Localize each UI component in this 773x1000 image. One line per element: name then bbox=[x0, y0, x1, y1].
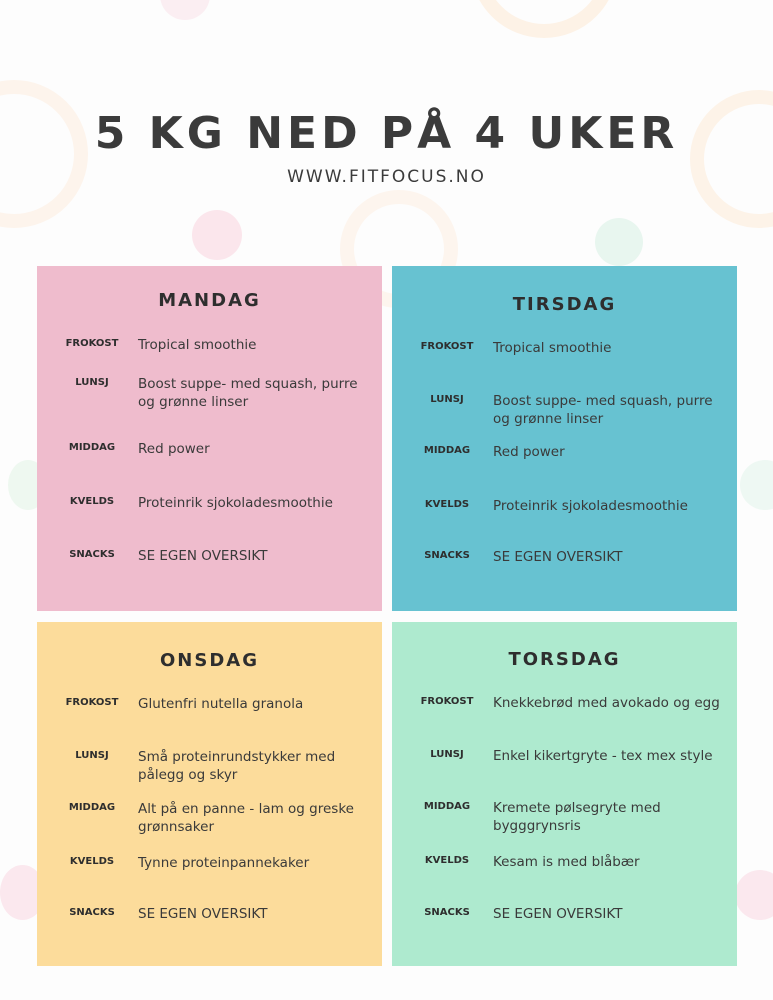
meal-value: SE EGEN OVERSIKT bbox=[138, 548, 268, 564]
day-card-onsdag bbox=[37, 622, 382, 966]
meal-label: LUNSJ bbox=[430, 394, 464, 405]
meal-label: SNACKS bbox=[69, 549, 115, 560]
meal-value: Kesam is med blåbær bbox=[493, 854, 640, 870]
meal-label: SNACKS bbox=[424, 550, 470, 561]
meal-value: Små proteinrundstykker med pålegg og skyr bbox=[138, 749, 336, 783]
meal-label: KVELDS bbox=[69, 496, 115, 507]
meal-label: LUNSJ bbox=[75, 750, 109, 761]
meal-label: LUNSJ bbox=[430, 749, 464, 760]
meal-label: KVELDS bbox=[69, 856, 115, 867]
meal-label: FROKOST bbox=[420, 341, 474, 352]
meal-value: Knekkebrød med avokado og egg bbox=[493, 695, 720, 711]
meal-value: Tropical smoothie bbox=[138, 337, 257, 353]
meal-label: KVELDS bbox=[424, 499, 470, 510]
meal-value: Tynne proteinpannekaker bbox=[138, 855, 310, 871]
page-title: 5 KG NED PÅ 4 UKER bbox=[94, 108, 679, 159]
meal-label: MIDDAG bbox=[68, 442, 116, 453]
meal-value: Kremete pølsegryte med bygggrynsris bbox=[493, 800, 661, 834]
meal-label: SNACKS bbox=[424, 907, 470, 918]
day-card-torsdag bbox=[392, 622, 737, 966]
meal-value: Glutenfri nutella granola bbox=[138, 696, 304, 712]
meal-value: Red power bbox=[138, 441, 210, 457]
website-link[interactable]: WWW.FITFOCUS.NO bbox=[287, 167, 486, 187]
day-title: ONSDAG bbox=[160, 650, 259, 671]
meal-value: Enkel kikertgryte - tex mex style bbox=[493, 748, 713, 764]
meal-value: SE EGEN OVERSIKT bbox=[493, 549, 623, 565]
meal-value: Red power bbox=[493, 444, 565, 460]
meal-label: MIDDAG bbox=[423, 801, 471, 812]
background-ring bbox=[470, 0, 618, 38]
meal-label: FROKOST bbox=[420, 696, 474, 707]
meal-value: Proteinrik sjokoladesmoothie bbox=[493, 498, 688, 514]
meal-value: Tropical smoothie bbox=[493, 340, 612, 356]
meal-value: SE EGEN OVERSIKT bbox=[138, 906, 268, 922]
meal-label: MIDDAG bbox=[423, 445, 471, 456]
day-card-tirsdag bbox=[392, 266, 737, 611]
meal-label: SNACKS bbox=[69, 907, 115, 918]
meal-value: Boost suppe- med squash, purre og grønne linser bbox=[493, 393, 713, 427]
meal-value: Boost suppe- med squash, purre og grønne linser bbox=[138, 376, 358, 410]
background-dot bbox=[192, 210, 242, 260]
day-card-mandag bbox=[37, 266, 382, 611]
meal-label: LUNSJ bbox=[75, 377, 109, 388]
background-dot bbox=[160, 0, 210, 20]
day-title: TIRSDAG bbox=[512, 294, 617, 315]
meal-label: KVELDS bbox=[424, 855, 470, 866]
meal-label: MIDDAG bbox=[68, 802, 116, 813]
meal-value: SE EGEN OVERSIKT bbox=[493, 906, 623, 922]
background-dot bbox=[740, 460, 773, 510]
meal-value: Alt på en panne - lam og greske grønnsaker bbox=[138, 801, 354, 835]
day-title: TORSDAG bbox=[508, 649, 621, 670]
background-dot bbox=[735, 870, 773, 920]
meal-label: FROKOST bbox=[65, 697, 119, 708]
meal-label: FROKOST bbox=[65, 338, 119, 349]
meal-value: Proteinrik sjokoladesmoothie bbox=[138, 495, 333, 511]
background-dot bbox=[595, 218, 643, 266]
day-title: MANDAG bbox=[158, 290, 261, 311]
